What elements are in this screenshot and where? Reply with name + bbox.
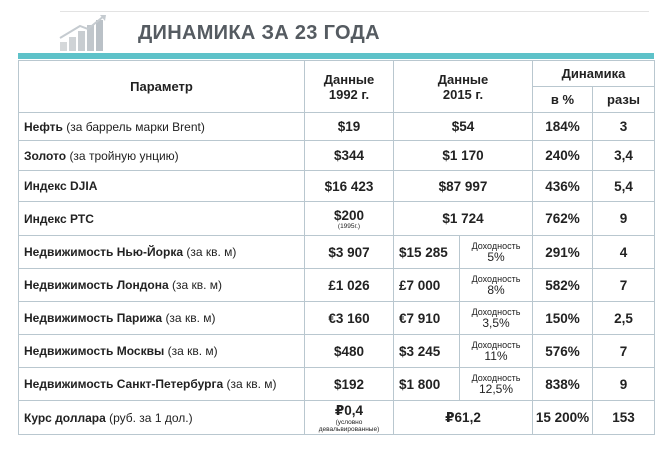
value-2015: $1 724 xyxy=(394,202,533,236)
value-2015: $1 800 xyxy=(394,368,460,401)
table-row xyxy=(19,269,655,302)
row-subtitle: (руб. за 1 дол.) xyxy=(109,410,193,425)
row-name-cell xyxy=(19,401,305,435)
value-1992-note: (1995г.) xyxy=(337,222,361,230)
dynamics-percent: 436% xyxy=(533,171,593,202)
header-divider xyxy=(60,11,649,12)
table-row xyxy=(19,171,655,202)
value-1992: $480 xyxy=(305,335,394,368)
value-1992-note: (условно девальвированные) xyxy=(318,418,380,433)
accent-bar xyxy=(18,53,654,59)
dynamics-percent: 582% xyxy=(533,269,593,302)
row-name-cell xyxy=(19,368,305,401)
dynamics-times: 5,4 xyxy=(593,171,655,202)
row-name-cell xyxy=(19,236,305,269)
dynamics-times: 3,4 xyxy=(593,141,655,171)
dynamics-times: 7 xyxy=(593,335,655,368)
yield-cell xyxy=(460,269,533,302)
value-2015: $87 997 xyxy=(394,171,533,202)
row-subtitle: (за кв. м) xyxy=(167,344,218,358)
value-1992: $3 907 xyxy=(305,236,394,269)
table-row xyxy=(19,368,655,401)
dynamics-percent: 762% xyxy=(533,202,593,236)
row-name: Золото xyxy=(24,148,67,163)
table-row xyxy=(19,141,655,171)
dynamics-percent: 240% xyxy=(533,141,593,171)
dynamics-percent: 150% xyxy=(533,302,593,335)
value-1992: €3 160 xyxy=(305,302,394,335)
dynamics-table xyxy=(18,60,655,435)
value-2015: £7 000 xyxy=(394,269,460,302)
dynamics-percent: 15 200% xyxy=(533,401,593,435)
table-row xyxy=(19,236,655,269)
row-name-cell xyxy=(19,171,305,202)
table-row xyxy=(19,335,655,368)
yield-label: Доходность xyxy=(471,373,521,383)
value-1992: $344 xyxy=(305,141,394,171)
row-subtitle: (за кв. м) xyxy=(171,278,223,292)
table-row xyxy=(19,401,655,435)
header-2015: Данные 2015 г. xyxy=(394,61,533,113)
yield-label: Доходность xyxy=(471,274,521,284)
value-2015: $15 285 xyxy=(394,236,460,269)
yield-cell xyxy=(460,368,533,401)
value-1992: ₽0,4 (условно девальвированные) xyxy=(305,401,394,435)
table-row xyxy=(19,202,655,236)
row-name: Недвижимость Лондона xyxy=(24,278,169,292)
dynamics-percent: 184% xyxy=(533,113,593,141)
page-title: ДИНАМИКА ЗА 23 ГОДА xyxy=(138,22,380,44)
row-name-cell xyxy=(19,302,305,335)
page-header xyxy=(0,0,671,62)
header-times: разы xyxy=(593,87,655,113)
row-subtitle: (за кв. м) xyxy=(226,377,277,391)
value-1992: $16 423 xyxy=(305,171,394,202)
value-1992: $192 xyxy=(305,368,394,401)
dynamics-percent: 291% xyxy=(533,236,593,269)
value-2015: $1 170 xyxy=(394,141,533,171)
yield-value: 11% xyxy=(484,349,508,363)
yield-label: Доходность xyxy=(471,241,521,251)
header-dynamics: Динамика xyxy=(533,61,655,87)
row-subtitle: (за тройную унцию) xyxy=(69,148,179,163)
row-name: Недвижимость Парижа xyxy=(24,311,163,325)
yield-label: Доходность xyxy=(471,307,521,317)
row-subtitle: (за кв. м) xyxy=(186,245,237,259)
header-param: Параметр xyxy=(19,61,305,113)
row-subtitle: (за баррель марки Brent) xyxy=(66,119,205,134)
header-1992: Данные 1992 г. xyxy=(305,61,394,113)
row-name-cell xyxy=(19,202,305,236)
row-name: Недвижимость Москвы xyxy=(24,344,165,358)
growth-bars-icon xyxy=(58,12,110,52)
yield-value: 3,5% xyxy=(482,316,510,330)
header-percent: в % xyxy=(533,87,593,113)
yield-cell xyxy=(460,236,533,269)
dynamics-times: 3 xyxy=(593,113,655,141)
yield-cell xyxy=(460,335,533,368)
dynamics-times: 2,5 xyxy=(593,302,655,335)
yield-value: 12,5% xyxy=(478,382,514,396)
dynamics-times: 9 xyxy=(593,202,655,236)
row-name-cell xyxy=(19,141,305,171)
yield-value: 5% xyxy=(487,250,505,264)
value-2015: $3 245 xyxy=(394,335,460,368)
row-name-cell xyxy=(19,269,305,302)
value-2015: €7 910 xyxy=(394,302,460,335)
row-name: Недвижимость Санкт-Петербурга xyxy=(24,377,224,391)
row-subtitle: (за кв. м) xyxy=(165,311,216,325)
row-name: Нефть xyxy=(24,119,63,134)
dynamics-times: 7 xyxy=(593,269,655,302)
table-row xyxy=(19,113,655,141)
table-row xyxy=(19,302,655,335)
dynamics-percent: 838% xyxy=(533,368,593,401)
row-name: Индекс DJIA xyxy=(24,179,98,193)
yield-label: Доходность xyxy=(471,340,521,350)
dynamics-times: 153 xyxy=(593,401,655,435)
dynamics-percent: 576% xyxy=(533,335,593,368)
value-2015: ₽61,2 xyxy=(394,401,533,435)
row-name-cell xyxy=(19,113,305,141)
yield-value: 8% xyxy=(487,283,505,297)
value-1992: $200 (1995г.) xyxy=(305,202,394,236)
row-name: Курс доллара xyxy=(24,410,106,425)
dynamics-times: 4 xyxy=(593,236,655,269)
row-name: Индекс РТС xyxy=(24,211,94,226)
row-name: Недвижимость Нью-Йорка xyxy=(24,245,183,259)
value-1992: $19 xyxy=(305,113,394,141)
row-name-cell xyxy=(19,335,305,368)
yield-cell xyxy=(460,302,533,335)
dynamics-times: 9 xyxy=(593,368,655,401)
value-1992: £1 026 xyxy=(305,269,394,302)
value-2015: $54 xyxy=(394,113,533,141)
